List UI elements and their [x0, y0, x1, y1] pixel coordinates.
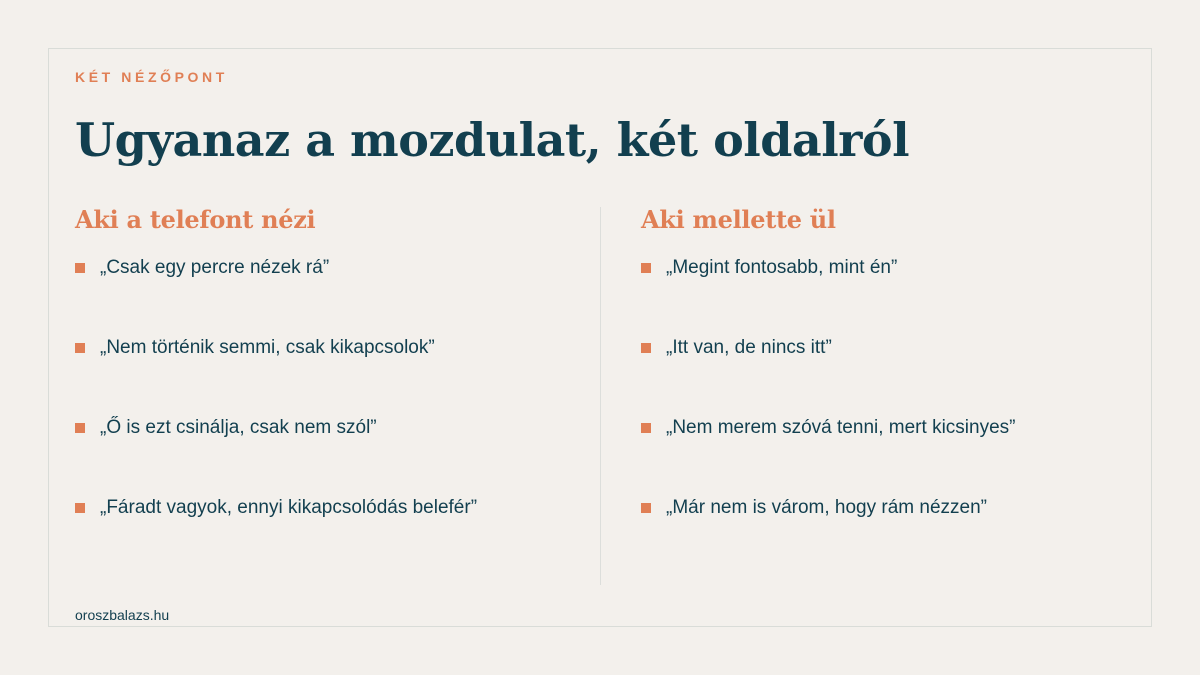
square-bullet-icon [641, 503, 651, 513]
square-bullet-icon [641, 263, 651, 273]
square-bullet-icon [75, 343, 85, 353]
square-bullet-icon [75, 503, 85, 513]
square-bullet-icon [75, 263, 85, 273]
bullet-text: „Fáradt vagyok, ennyi kikapcsolódás belefér” [100, 497, 478, 518]
bullet-text: „Megint fontosabb, mint én” [666, 257, 898, 278]
list-item [75, 496, 477, 520]
square-bullet-icon [641, 343, 651, 353]
square-bullet-icon [75, 423, 85, 433]
list-item [641, 256, 1015, 280]
square-bullet-icon [641, 423, 651, 433]
list-item [75, 336, 477, 360]
bullet-text: „Nem történik semmi, csak kikapcsolok” [100, 337, 435, 358]
footer-website: oroszbalazs.hu [75, 607, 170, 623]
slide-frame [48, 48, 1152, 627]
column-divider [600, 207, 601, 585]
right-bullet-list [641, 256, 1015, 520]
bullet-text: „Itt van, de nincs itt” [666, 337, 832, 358]
slide-title: Ugyanaz a mozdulat, két oldalról [75, 113, 910, 167]
left-column-heading: Aki a telefont nézi [75, 205, 316, 234]
list-item [641, 496, 1015, 520]
list-item [75, 416, 477, 440]
right-column-heading: Aki mellette ül [641, 205, 836, 234]
list-item [641, 416, 1015, 440]
bullet-text: „Csak egy percre nézek rá” [100, 257, 330, 278]
right-column [641, 205, 1015, 576]
eyebrow-label: KÉT NÉZŐPONT [75, 69, 228, 85]
bullet-text: „Ő is ezt csinálja, csak nem szól” [100, 417, 377, 438]
list-item [75, 256, 477, 280]
left-bullet-list [75, 256, 477, 520]
left-column [75, 205, 477, 576]
list-item [641, 336, 1015, 360]
bullet-text: „Nem merem szóvá tenni, mert kicsinyes” [666, 417, 1016, 438]
bullet-text: „Már nem is várom, hogy rám nézzen” [666, 497, 987, 518]
